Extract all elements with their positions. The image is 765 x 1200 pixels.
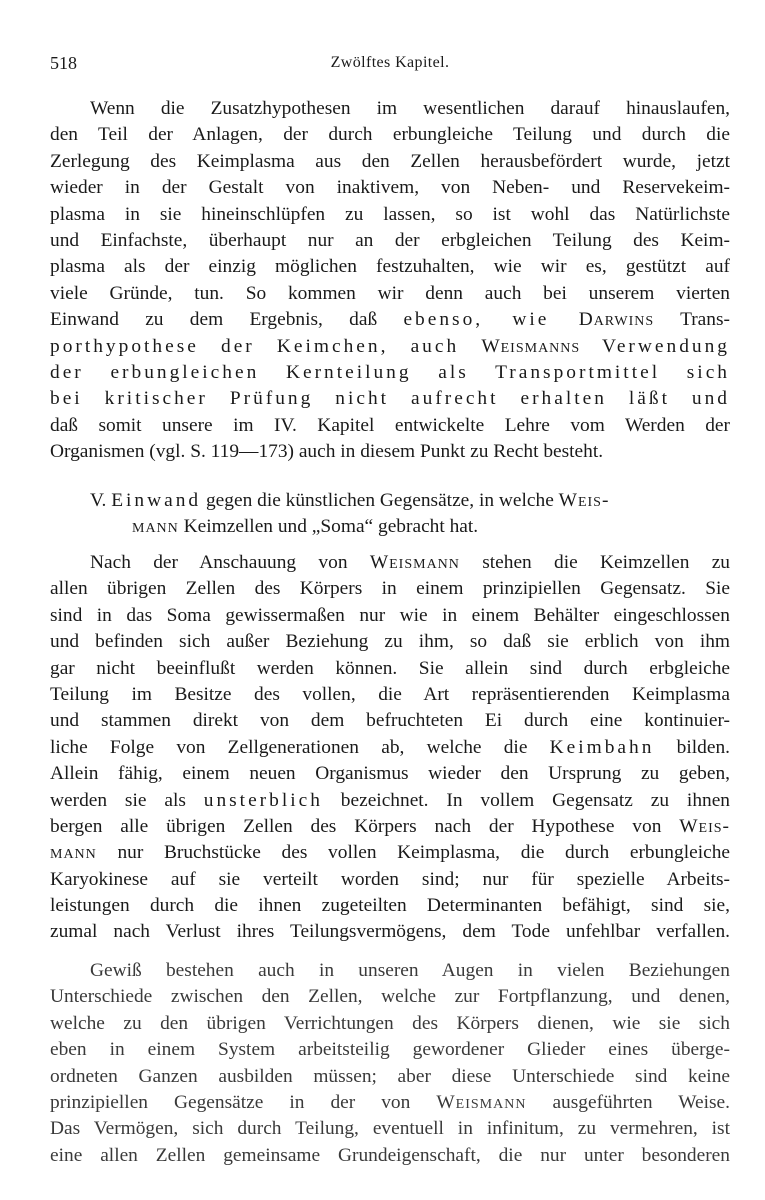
- heading-line: [50, 488, 730, 514]
- text-line: Unterschiede zwischen den Zellen, welche zur Fortpflanzung, und denen,: [50, 986, 730, 1008]
- line-segment: Nach der Anschauung von: [90, 552, 370, 573]
- page-header: [50, 48, 730, 78]
- text-line: bei kritischer Prüfung nicht aufrecht erhalten läßt und: [50, 388, 730, 410]
- author-name: Weis-: [679, 815, 730, 837]
- line-segment: Keimzellen und „Soma“ gebracht hat.: [178, 516, 479, 538]
- author-name: Weismann: [369, 552, 460, 573]
- text-line: allen übrigen Zellen des Körpers in einem prinzipiellen Gegensatz. Sie: [50, 578, 730, 600]
- text-line: viele Gründe, tun. So kommen wir denn auch bei unserem vierten: [50, 282, 730, 304]
- paragraph-2: [50, 550, 730, 946]
- line-segment: ausgeführten Weise.: [526, 1091, 730, 1113]
- line-segment: bezeichnet. In vollem Gegensatz zu ihnen: [322, 789, 730, 811]
- author-name: Weismanns: [481, 335, 581, 357]
- text-line: plasma in sie hineinschlüpfen zu lassen, so ist wohl das Natürlichste: [50, 203, 730, 225]
- text-line: [50, 1090, 730, 1116]
- text-line: plasma als der einzig möglichen festzuhalten, wie wir es, gestützt auf: [50, 256, 730, 278]
- text-line: und Einfachste, überhaupt nur an der erbgleichen Teilung des Keim-: [50, 229, 730, 251]
- text-line: und befinden sich außer Beziehung zu ihm, so daß sie erblich von ihm: [50, 631, 730, 653]
- text-line: [50, 735, 730, 761]
- text-line: Allein fähig, einem neuen Organismus wieder den Ursprung zu geben,: [50, 763, 730, 785]
- line-segment: werden sie als: [50, 789, 204, 811]
- author-name: Weismann: [436, 1091, 527, 1113]
- paragraph-1: [50, 96, 730, 465]
- line-segment: Trans-: [654, 309, 730, 331]
- text-line: daß somit unsere im IV. Kapitel entwickelte Lehre vom Werden der: [50, 414, 730, 436]
- text-line: Gewiß bestehen auch in unseren Augen in vielen Beziehungen: [90, 960, 730, 981]
- paragraph-3: [50, 958, 730, 1169]
- text-line: der erbungleichen Kernteilung als Transportmittel sich: [50, 361, 730, 383]
- line-segment: liche Folge von Zellgenerationen ab, welche die: [50, 736, 550, 758]
- text-line: Teilung im Besitze des vollen, die Art repräsentierenden Keimplasma: [50, 683, 730, 705]
- page-number: 518: [50, 53, 77, 73]
- text-line: eine allen Zellen gemeinsame Grundeigenschaft, die nur unter besonderen: [50, 1144, 730, 1166]
- text-line: [50, 814, 730, 840]
- line-segment: bergen alle übrigen Zellen des Körpers nach der Hypothese von: [50, 815, 680, 837]
- text-line: welche zu den übrigen Verrichtungen des Körpers dienen, wie sie sich: [50, 1012, 730, 1034]
- line-segment: nur Bruchstücke des vollen Keimplasma, die durch erbungleiche: [96, 842, 730, 864]
- line-segment: Einwand zu dem Ergebnis, daß: [50, 309, 404, 331]
- line-segment: prinzipiellen Gegensätze in der von: [50, 1091, 437, 1113]
- heading-number: V.: [90, 490, 112, 511]
- author-name: Darwins: [578, 309, 655, 331]
- text-line: Karyokinese auf sie verteilt worden sind; nur für spezielle Arbeits-: [50, 868, 730, 890]
- line-segment: stehen die Keimzellen zu: [459, 552, 730, 573]
- text-line: [50, 840, 730, 866]
- section-heading: [50, 488, 730, 541]
- line-segment: bilden.: [654, 736, 730, 758]
- text-line: Organismen (vgl. S. 119—173) auch in diesem Punkt zu Recht besteht.: [50, 441, 604, 463]
- text-line: Das Vermögen, sich durch Teilung, eventuell in infinitum, zu vermehren, ist: [50, 1118, 730, 1140]
- text-line: den Teil der Anlagen, der durch erbungleiche Teilung und durch die: [50, 124, 730, 146]
- author-name: mann: [50, 842, 97, 864]
- running-title: Zwölftes Kapitel.: [330, 54, 450, 71]
- author-name: Weis-: [558, 490, 610, 511]
- text-line: ordneten Ganzen ausbilden müssen; aber diese Unterschiede sind keine: [50, 1065, 730, 1087]
- line-segment: gegen die künstlichen Gegensätze, in welche: [201, 490, 559, 511]
- text-line: [50, 334, 730, 360]
- text-line: und stammen direkt von dem befruchteten Ei durch eine kontinuier-: [50, 710, 730, 732]
- text-line: eben in einem System arbeitsteilig gewordener Glieder eines überge-: [50, 1039, 730, 1061]
- heading-line: [50, 514, 730, 540]
- spaced-emphasis: Keimbahn: [549, 736, 655, 758]
- text-line: [50, 788, 730, 814]
- text-line: leistungen durch die ihnen zugeteilten Determinanten befähigt, sind sie,: [50, 895, 730, 917]
- spaced-emphasis: ebenso, wie: [403, 309, 579, 331]
- text-line: sind in das Soma gewissermaßen nur wie in einem Behälter eingeschlossen: [50, 604, 730, 626]
- text-line: [50, 550, 730, 576]
- spaced-emphasis: Einwand: [111, 490, 202, 511]
- text-line: Wenn die Zusatzhypothesen im wesentlichen darauf hinauslaufen,: [90, 98, 730, 119]
- text-line: wieder in der Gestalt von inaktivem, von Neben- und Reservekeim-: [50, 177, 730, 199]
- text-line: Zerlegung des Keimplasma aus den Zellen herausbefördert wurde, jetzt: [50, 150, 730, 172]
- text-line: [50, 307, 730, 333]
- spaced-emphasis: unsterblich: [203, 789, 323, 811]
- author-name: mann: [132, 516, 179, 538]
- text-line: gar nicht beeinflußt werden können. Sie allein sind durch erbgleiche: [50, 657, 730, 679]
- spaced-emphasis: porthypothese der Keimchen, auch: [50, 335, 482, 357]
- spaced-emphasis: Verwendung: [580, 335, 730, 357]
- text-line: zumal nach Verlust ihres Teilungsvermögens, dem Tode unfehlbar verfallen.: [50, 921, 730, 943]
